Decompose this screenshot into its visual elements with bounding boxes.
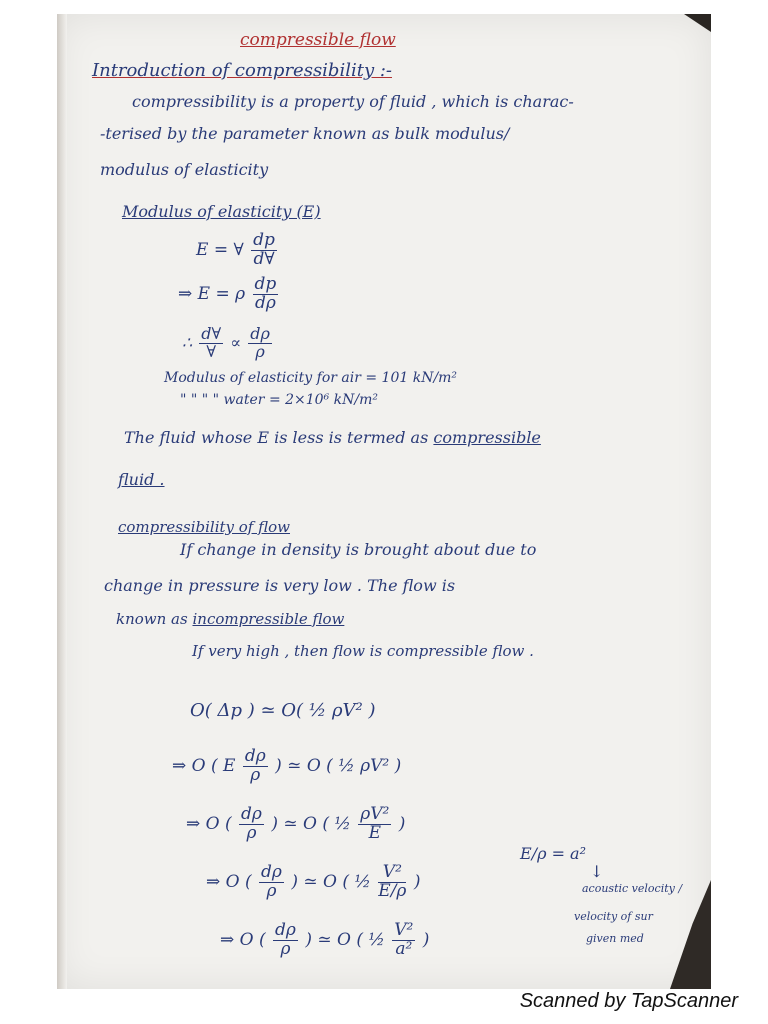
d4-right: ) bbox=[413, 871, 421, 892]
side-note-line-1: acoustic velocity / bbox=[582, 882, 683, 895]
d4-left: ⇒ O ( bbox=[206, 871, 252, 892]
eq2-denominator: dρ bbox=[254, 292, 276, 313]
d4-fraction-2 bbox=[378, 864, 406, 901]
fluid-statement-compressible: compressible bbox=[433, 428, 541, 447]
flow-line-4: If very high , then flow is compressible flow . bbox=[192, 642, 534, 660]
eq3-proportional: ∝ bbox=[230, 332, 242, 352]
d5-right: ) bbox=[422, 929, 430, 950]
flow-heading: compressibility of flow bbox=[118, 518, 290, 536]
flow-incompressible: incompressible flow bbox=[192, 610, 345, 628]
eq2-fraction bbox=[253, 276, 279, 313]
eq1-denominator: d∀ bbox=[253, 248, 275, 269]
d2-fraction bbox=[243, 748, 268, 785]
d5-denominator: ρ bbox=[280, 938, 291, 959]
d2-right: ) ≃ O ( ½ ρV² ) bbox=[275, 755, 402, 776]
eq1-numerator: dp bbox=[253, 230, 275, 250]
d5-denominator-2: a² bbox=[395, 938, 413, 959]
section-heading-intro: Introduction of compressibility :- bbox=[92, 60, 392, 81]
d5-left: ⇒ O ( bbox=[220, 929, 266, 950]
d5-mid: ) ≃ O ( ½ bbox=[305, 929, 385, 950]
eq1-fraction bbox=[251, 232, 277, 269]
d4-fraction bbox=[259, 864, 284, 901]
equation-e-volume bbox=[196, 232, 279, 269]
d3-mid: ) ≃ O ( ½ bbox=[271, 813, 351, 834]
d3-left: ⇒ O ( bbox=[186, 813, 232, 834]
d3-numerator-2: ρV² bbox=[360, 804, 390, 824]
modulus-air: Modulus of elasticity for air = 101 kN/m² bbox=[164, 370, 458, 386]
intro-line-2: -terised by the parameter known as bulk modulus/ bbox=[100, 124, 510, 143]
fluid-statement-text: The fluid whose E is less is termed as bbox=[124, 428, 429, 447]
intro-line-3: modulus of elasticity bbox=[100, 160, 269, 179]
page-corner-top bbox=[684, 14, 711, 32]
d3-fraction-2 bbox=[358, 806, 391, 843]
d5-fraction bbox=[273, 922, 298, 959]
eq1-left: E = ∀ bbox=[196, 239, 244, 260]
d3-denominator-2: E bbox=[368, 822, 382, 843]
page-title: compressible flow bbox=[240, 30, 396, 50]
fluid-statement bbox=[124, 428, 541, 447]
eq3-left: ∴ bbox=[182, 332, 193, 352]
scanner-watermark: Scanned by TapScanner bbox=[519, 990, 738, 1012]
d5-numerator: dρ bbox=[275, 920, 296, 940]
eq3-denominator-2: ρ bbox=[255, 341, 265, 361]
derivation-2 bbox=[172, 748, 401, 785]
d2-numerator: dρ bbox=[244, 746, 266, 766]
d3-denominator: ρ bbox=[246, 822, 257, 843]
d4-numerator-2: V² bbox=[378, 864, 406, 883]
d3-numerator: dρ bbox=[241, 804, 262, 824]
eq3-numerator-1: d∀ bbox=[201, 324, 222, 343]
eq3-fraction-2 bbox=[248, 326, 272, 361]
flow-line-3 bbox=[116, 610, 344, 628]
equation-proportional bbox=[182, 326, 274, 361]
d4-numerator: dρ bbox=[261, 862, 282, 882]
derivation-1: O( Δp ) ≃ O( ½ ρV² ) bbox=[190, 700, 376, 721]
d4-mid: ) ≃ O ( ½ bbox=[291, 871, 371, 892]
eq2-numerator: dp bbox=[254, 274, 277, 294]
derivation-4 bbox=[206, 864, 420, 901]
eq2-left: ⇒ E = ρ bbox=[178, 283, 246, 304]
d4-denominator: ρ bbox=[266, 880, 277, 901]
side-note-equation: E/ρ = a² bbox=[520, 844, 587, 863]
flow-line-2: change in pressure is very low . The flow is bbox=[104, 576, 456, 595]
derivation-5 bbox=[220, 922, 429, 959]
equation-e-density bbox=[178, 276, 280, 313]
d2-left: ⇒ O ( E bbox=[172, 755, 236, 776]
eq3-fraction-1 bbox=[199, 326, 223, 361]
side-note-line-2: velocity of sur bbox=[574, 910, 653, 923]
side-note-line-3: given med bbox=[586, 932, 644, 945]
side-note-arrow: ↓ bbox=[590, 862, 604, 881]
flow-line-3-text: known as bbox=[116, 610, 188, 628]
d5-fraction-2 bbox=[392, 922, 415, 959]
derivation-3 bbox=[186, 806, 405, 843]
d3-right: ) bbox=[398, 813, 406, 834]
d2-denominator: ρ bbox=[250, 764, 261, 785]
modulus-water: " " " " water = 2×10⁶ kN/m² bbox=[180, 392, 378, 408]
fluid-statement-end: fluid . bbox=[118, 470, 165, 489]
intro-line-1: compressibility is a property of fluid , which is charac- bbox=[132, 92, 574, 111]
modulus-heading: Modulus of elasticity (E) bbox=[122, 202, 321, 221]
d5-numerator-2: V² bbox=[394, 920, 414, 940]
eq3-numerator-2: dρ bbox=[250, 324, 270, 343]
d3-fraction bbox=[239, 806, 264, 843]
flow-line-1: If change in density is brought about due to bbox=[180, 540, 537, 559]
eq3-denominator-1: ∀ bbox=[206, 341, 217, 361]
d4-denominator-2: E/ρ bbox=[378, 880, 407, 901]
page-edge-shadow bbox=[57, 14, 67, 989]
